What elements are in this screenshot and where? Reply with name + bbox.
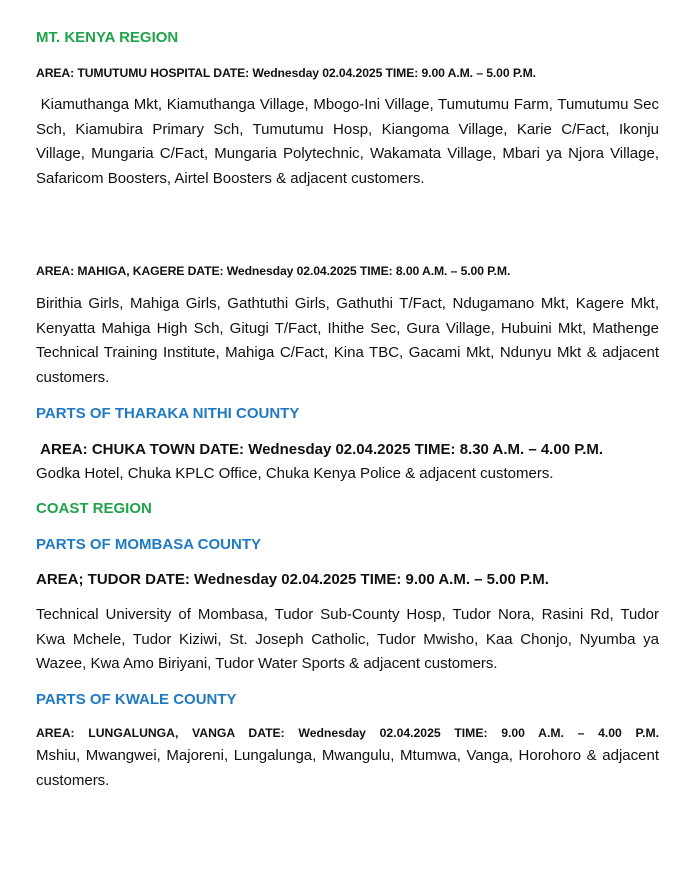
area-body-chuka: Godka Hotel, Chuka KPLC Office, Chuka Kenya Police & adjacent customers. (36, 465, 554, 482)
county-heading-kwale: PARTS OF KWALE COUNTY (36, 691, 237, 708)
area-heading-chuka: AREA: CHUKA TOWN DATE: Wednesday 02.04.2025 TIME: 8.30 A.M. – 4.00 P.M. (36, 441, 604, 458)
area-body-tumutumu: Kiamuthanga Mkt, Kiamuthanga Village, Mbogo-Ini Village, Tumutumu Farm, Tumutumu Sec Sch, Kiamubira Primary Sch, Tumutumu Hosp, Kiangoma Village, Karie C/Fact, Ikonju Village, Mungaria C/Fact, Mungaria Polytechnic, Wakamata Village, Mbari ya Njora Village, Safaricom Boosters, Airtel Boosters & adjacent customers. (36, 96, 659, 187)
region-heading-mt-kenya: MT. KENYA REGION (36, 29, 179, 46)
county-heading-mombasa: PARTS OF MOMBASA COUNTY (36, 536, 261, 553)
county-heading-tharaka-nithi: PARTS OF THARAKA NITHI COUNTY (36, 405, 300, 422)
area-heading-tumutumu: AREA: TUMUTUMU HOSPITAL DATE: Wednesday 02.04.2025 TIME: 9.00 A.M. – 5.00 P.M. (36, 66, 536, 80)
region-heading-coast: COAST REGION (36, 500, 152, 517)
area-body-tudor: Technical University of Mombasa, Tudor Sub-County Hosp, Tudor Nora, Rasini Rd, Tudor Kwa Mchele, Tudor Kiziwi, St. Joseph Catholic, Tudor Mwisho, Kaa Chonjo, Nyumba ya Wazee, Kwa Amo Biriyani, Tudor Water Sports & adjacent customers. (36, 606, 659, 672)
area-heading-lungalunga: AREA: LUNGALUNGA, VANGA DATE: Wednesday 02.04.2025 TIME: 9.00 A.M. – 4.00 P.M. (36, 726, 659, 740)
area-heading-mahiga: AREA: MAHIGA, KAGERE DATE: Wednesday 02.04.2025 TIME: 8.00 A.M. – 5.00 P.M. (36, 264, 511, 278)
area-body-lungalunga: Mshiu, Mwangwei, Majoreni, Lungalunga, Mwangulu, Mtumwa, Vanga, Horohoro & adjacent customers. (36, 747, 659, 789)
area-heading-tudor: AREA; TUDOR DATE: Wednesday 02.04.2025 TIME: 9.00 A.M. – 5.00 P.M. (36, 571, 549, 588)
area-body-mahiga: Birithia Girls, Mahiga Girls, Gathtuthi Girls, Gathuthi T/Fact, Ndugamano Mkt, Kagere Mkt, Kenyatta Mahiga High Sch, Gitugi T/Fact, Ihithe Sec, Gura Village, Hubuini Mkt, Mathenge Technical Training Institute, Mahiga C/Fact, Kina TBC, Gacami Mkt, Ndunyu Mkt & adjacent customers. (36, 295, 659, 386)
